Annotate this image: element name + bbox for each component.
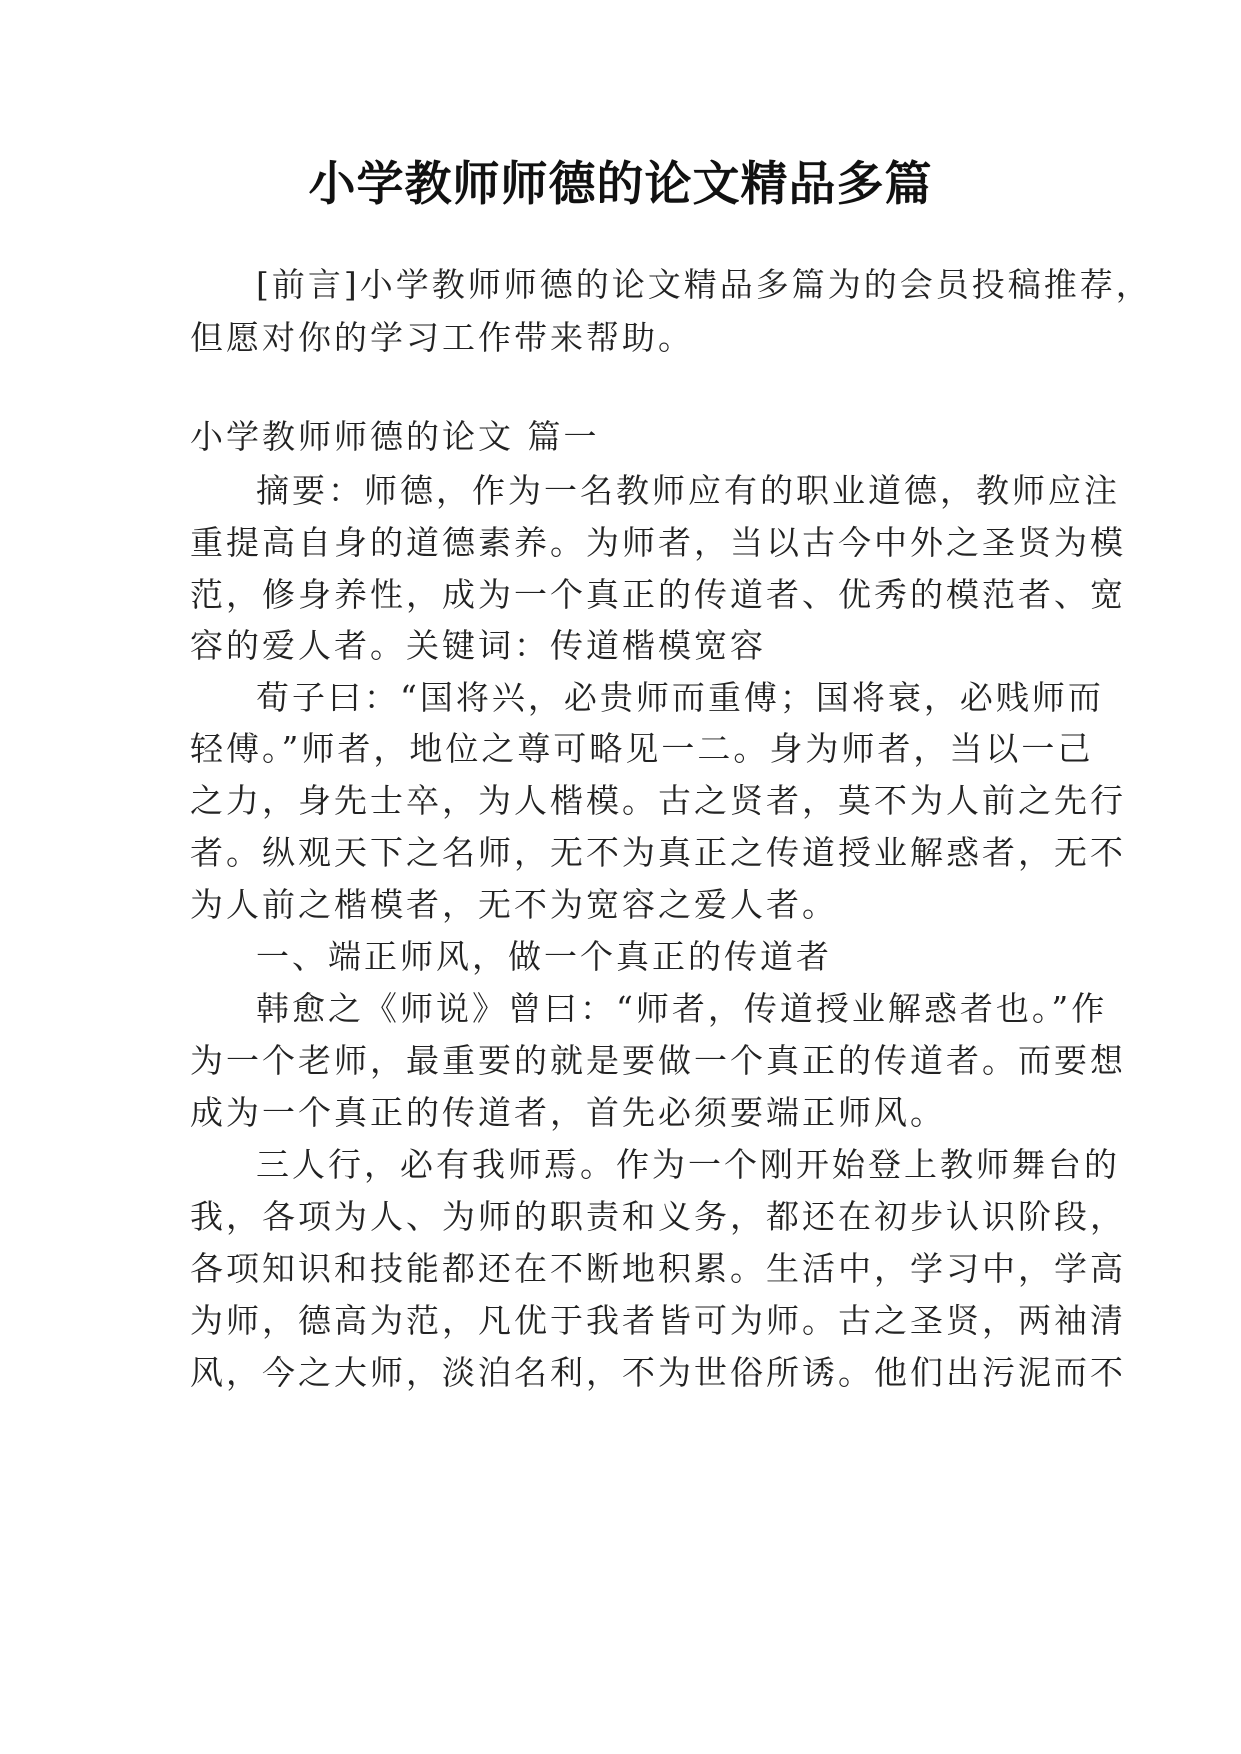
- paragraph-line: 之力，身先士卒，为人楷模。古之贤者，莫不为人前之先行: [190, 781, 1126, 820]
- paragraph-line: 者。纵观天下之名师，无不为真正之传道授业解惑者，无不: [190, 833, 1126, 872]
- paragraph-line: 三人行，必有我师焉。作为一个刚开始登上教师舞台的: [256, 1145, 1120, 1184]
- paragraph-line: 各项知识和技能都还在不断地积累。生活中，学习中，学高: [190, 1249, 1126, 1288]
- paragraph-line: 轻傅。”师者，地位之尊可略见一二。身为师者，当以一己: [190, 729, 1094, 768]
- paragraph-line: 容的爱人者。关键词：传道楷模宽容: [190, 626, 766, 665]
- paragraph-line: 重提高自身的道德素养。为师者，当以古今中外之圣贤为模: [190, 523, 1126, 562]
- paragraph-line: 范，修身养性，成为一个真正的传道者、优秀的模范者、宽: [190, 575, 1126, 614]
- paragraph-line: 摘要：师德，作为一名教师应有的职业道德，教师应注: [256, 471, 1120, 510]
- paragraph-line: 我，各项为人、为师的职责和义务，都还在初步认识阶段，: [190, 1197, 1126, 1236]
- paragraph-line: 荀子曰：“国将兴，必贵师而重傅；国将衰，必贱师而: [256, 678, 1104, 717]
- paragraph-line: 韩愈之《师说》曾曰：“师者，传道授业解惑者也。”作: [256, 989, 1108, 1028]
- section-heading: 小学教师师德的论文 篇一: [190, 417, 600, 456]
- paragraph-line: 但愿对你的学习工作带来帮助。: [190, 318, 694, 357]
- paragraph-line: [前言]小学教师师德的论文精品多篇为的会员投稿推荐，: [256, 265, 1152, 304]
- paragraph-line: 成为一个真正的传道者，首先必须要端正师风。: [190, 1093, 946, 1132]
- paragraph-line: 风，今之大师，淡泊名利，不为世俗所诱。他们出污泥而不: [190, 1353, 1126, 1392]
- paragraph-line: 为师，德高为范，凡优于我者皆可为师。古之圣贤，两袖清: [190, 1301, 1126, 1340]
- paragraph-line: 为人前之楷模者，无不为宽容之爱人者。: [190, 885, 838, 924]
- subheading-line: 一、端正师风，做一个真正的传道者: [256, 937, 832, 976]
- document-title: 小学教师师德的论文精品多篇: [308, 157, 933, 212]
- paragraph-line: 为一个老师，最重要的就是要做一个真正的传道者。而要想: [190, 1041, 1126, 1080]
